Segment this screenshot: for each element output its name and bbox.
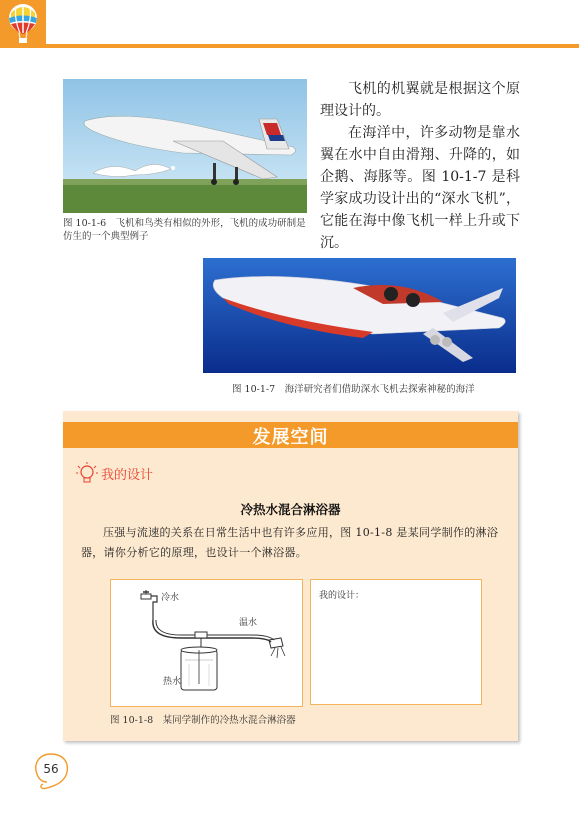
header-strip [0,44,579,48]
panel-description: 压强与流速的关系在日常生活中也有许多应用，图 10-1-8 是某同学制作的淋浴器，请你分析它的原理，也设计一个淋浴器。 [81,526,499,559]
deep-sea-plane-photo [203,258,516,373]
my-design-box[interactable] [310,579,482,705]
body-text [320,78,520,254]
my-design-text: 我的设计 [101,468,154,483]
panel-header [63,422,518,448]
panel-title: 冷热水混合淋浴器 [240,502,341,517]
balloon-icon [6,3,40,45]
paragraph-2: 在海洋中，许多动物是靠水翼在水中自由滑翔、升降的，如企鹅、海豚等。图 10-1-7 是科学家成功设计出的“深水飞机”，它能在海中像飞机一样上升或下沉。 [320,125,520,251]
page-header [0,0,579,46]
panel-header-title: 发展空间 [252,427,329,448]
page-number-badge [31,750,71,790]
figure-caption-10-1-6: 图 10-1-6 飞机和鸟类有相似的外形，飞机的成功研制是仿生的一个典型例子 [63,218,306,242]
page-number: 56 [43,762,59,776]
warm-water-label: 温水 [239,618,258,628]
my-design-prompt: 我的设计： [319,591,365,601]
lightbulb-icon [75,461,99,485]
figure-caption-10-1-8: 图 10-1-8 某同学制作的冷热水混合淋浴器 [110,715,296,726]
figure-caption-10-1-7: 图 10-1-7 海洋研究者们借助深水飞机去探索神秘的海洋 [232,384,475,395]
paragraph-1: 飞机的机翼就是根据这个原理设计的。 [320,81,520,119]
header-logo [0,0,46,48]
shower-diagram [110,579,303,707]
cold-water-label: 冷水 [161,593,180,603]
hot-water-label: 热水 [163,677,182,687]
concorde-swan-photo [63,79,307,213]
development-panel [63,411,518,741]
